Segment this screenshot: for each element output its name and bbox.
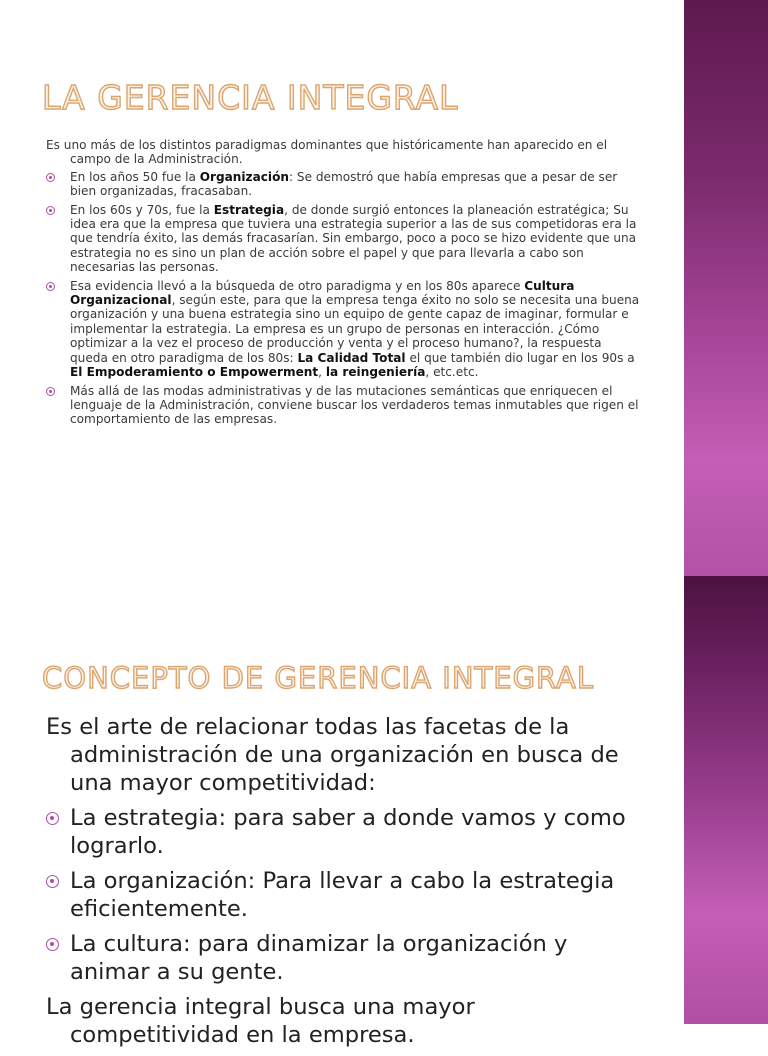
text: , etc.etc. — [425, 365, 479, 380]
bullet-icon — [46, 875, 59, 888]
bullet-list — [46, 170, 642, 427]
text: : Se demostró que había empresas que a pesar de ser bien organizadas, fracasaban. — [70, 169, 618, 199]
list-item — [46, 170, 642, 199]
bullet-icon — [46, 173, 55, 182]
bullet-icon — [46, 282, 55, 291]
text: Más allá de las modas administrativas y de las mutaciones semánticas que enriquecen el lenguaje de la Administración, conviene buscar los verdaderos temas inmutables que rigen el comportamiento de las empresas. — [70, 383, 639, 427]
intro-paragraph: Es uno más de los distintos paradigmas dominantes que históricamente han aparecido en el campo de la Administración. — [46, 138, 608, 167]
list-item — [46, 804, 646, 860]
bullet-icon — [46, 812, 59, 825]
bullet-icon — [46, 206, 55, 215]
bold-term: Estrategia — [213, 202, 285, 217]
accent-side-bar — [684, 0, 768, 576]
text: La organización: Para llevar a cabo la estrategia eficientemente. — [70, 868, 615, 922]
bold-term: La Calidad Total — [297, 350, 406, 365]
text: En los años 50 fue la — [70, 169, 200, 184]
slide-title: CONCEPTO DE GERENCIA INTEGRAL — [42, 661, 595, 695]
text: En los 60s y 70s, fue la — [70, 202, 214, 217]
text: , según este, para que la empresa tenga éxito no solo se necesita una buena organización y una buena estrategia sino un equipo de gente capaz de imaginar, formular e implementar la estrategia. La empresa es un grupo de personas en interacción. ¿Cómo optimizar a la vez el proceso de producción y venta y el proceso humano?, la respuesta queda en otro paradigma de los 80s: — [70, 293, 640, 365]
bullet-list — [46, 804, 646, 986]
intro-paragraph: Es el arte de relacionar todas las facetas de la administración de una organización en busca de una mayor competitividad: — [46, 714, 619, 796]
bold-term: Organización — [199, 169, 289, 184]
slide-body — [46, 138, 642, 431]
text: La cultura: para dinamizar la organización y animar a su gente. — [70, 931, 568, 985]
list-item — [46, 930, 646, 986]
accent-side-bar — [684, 576, 768, 1024]
closing-paragraph: La gerencia integral busca una mayor competitividad en la empresa. — [46, 994, 475, 1048]
bold-term: la reingeniería — [325, 365, 426, 380]
bullet-icon — [46, 387, 55, 396]
bold-term: El Empoderamiento o Empowerment — [70, 365, 319, 380]
text: , — [318, 365, 326, 380]
text: Esa evidencia llevó a la búsqueda de otro paradigma y en los 80s aparece — [70, 278, 525, 293]
list-item — [46, 384, 642, 427]
slide-title: LA GERENCIA INTEGRAL — [42, 78, 459, 117]
bullet-icon — [46, 938, 59, 951]
list-item — [46, 867, 646, 923]
text: , de donde surgió entonces la planeación estratégica; Su idea era que la empresa que tuviera una estrategia superior a las de sus competidoras era la que tendría éxito, las demás fracasarían. Sin embargo, poco a poco se hizo evidente que una estrategia no es sino un plan de acción sobre el papel y que para llevarla a cabo son necesarias las personas. — [70, 202, 637, 275]
list-item — [46, 203, 642, 275]
slide-body — [46, 713, 646, 1056]
slide-concepto-de-gerencia-integral — [0, 576, 768, 1048]
list-item — [46, 279, 642, 380]
text: La estrategia: para saber a donde vamos y como lograrlo. — [70, 805, 626, 859]
text: el que también dio lugar en los 90s a — [405, 350, 635, 365]
bold-term: Cultura Organizacional — [70, 278, 575, 308]
